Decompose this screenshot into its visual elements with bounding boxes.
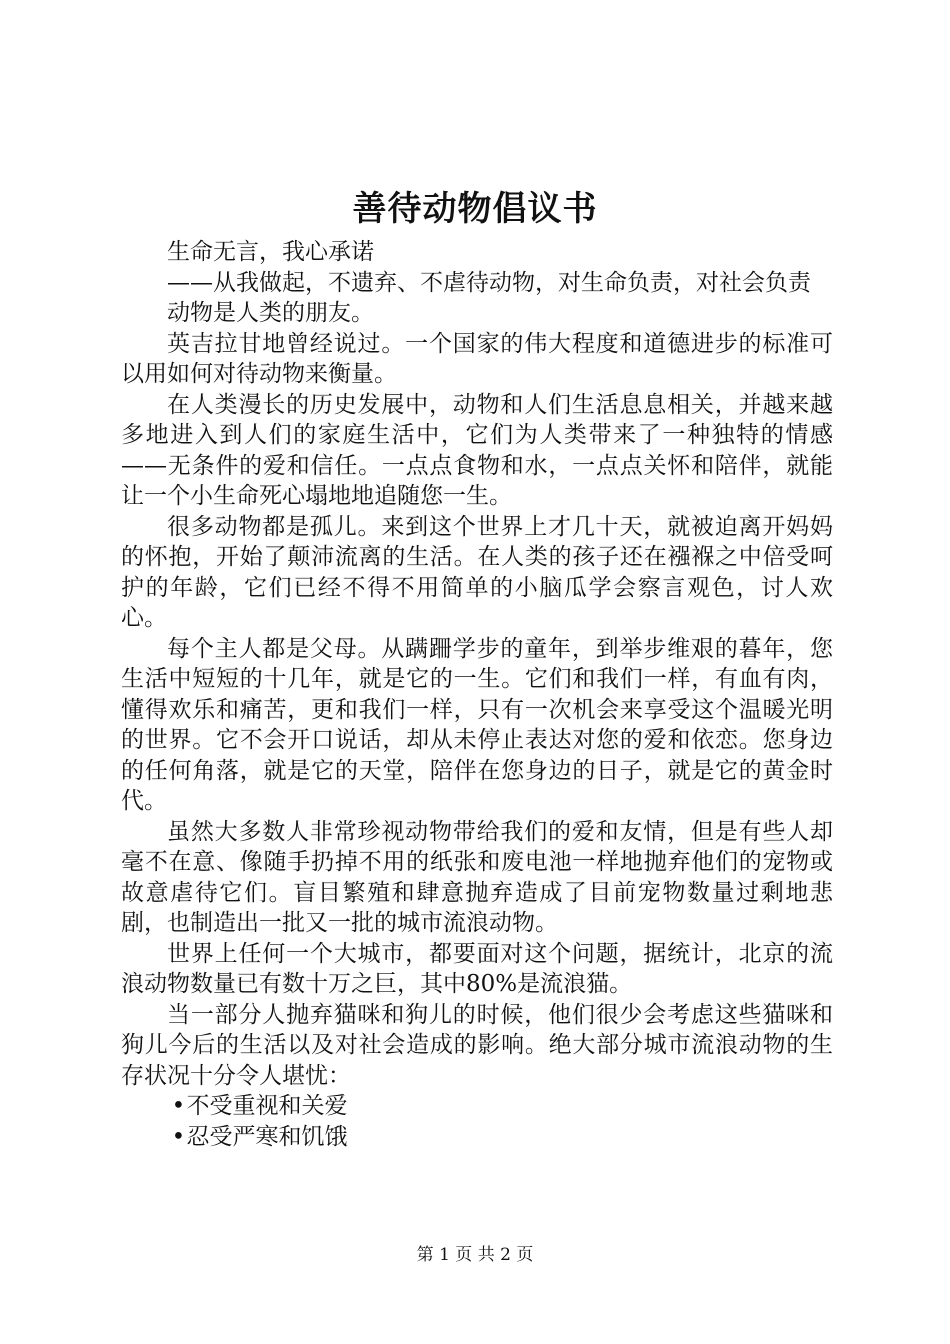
bullet-icon: • bbox=[171, 1093, 186, 1119]
list-item-text: 不受重视和关爱 bbox=[186, 1093, 348, 1119]
paragraph-subtitle: ——从我做起，不遗弃、不虐待动物，对生命负责，对社会负责 bbox=[167, 269, 811, 296]
document-title: 善待动物倡议书 bbox=[352, 189, 598, 229]
list-item-text: 忍受严寒和饥饿 bbox=[186, 1123, 348, 1150]
paragraph: 虽然大多数人非常珍视动物带给我们的爱和友情，但是有些人却毫不在意、像随手扔掉不用的纸张和废电池一样地抛弃他们的宠物或故意虐待它们。盲目繁殖和肆意抛弃造成了目前宠物数量过剩地悲剧，也制造出一批又一批的城市流浪动物。 bbox=[121, 818, 833, 936]
bullet-icon: • bbox=[171, 1123, 186, 1150]
document-body bbox=[121, 237, 833, 1152]
bullet-list bbox=[121, 1091, 833, 1152]
paragraph: 很多动物都是孤儿。来到这个世界上才几十天，就被迫离开妈妈的怀抱，开始了颠沛流离的生活。在人类的孩子还在襁褓之中倍受呵护的年龄，它们已经不得不用简单的小脑瓜学会察言观色，讨人欢心。 bbox=[121, 513, 833, 631]
paragraph: 每个主人都是父母。从蹒跚学步的童年，到举步维艰的暮年，您生活中短短的十几年，就是它的一生。它们和我们一样，有血有肉，懂得欢乐和痛苦，更和我们一样，只有一次机会来享受这个温暖光明的世界。它不会开口说话，却从未停止表达对您的爱和依恋。您身边的任何角落，就是它的天堂，陪伴在您身边的日子，就是它的黄金时代。 bbox=[121, 635, 833, 814]
paragraph: 世界上任何一个大城市，都要面对这个问题，据统计，北京的流浪动物数量已有数十万之巨，其中80%是流浪猫。 bbox=[121, 940, 833, 997]
paragraph: 动物是人类的朋友。 bbox=[167, 300, 374, 326]
paragraph: 当一部分人抛弃猫咪和狗儿的时候，他们很少会考虑这些猫咪和狗儿今后的生活以及对社会造成的影响。绝大部分城市流浪动物的生存状况十分令人堪忧： bbox=[121, 1001, 833, 1089]
list-item bbox=[121, 1091, 833, 1122]
page-footer: 第 1 页 共 2 页 bbox=[416, 1245, 534, 1265]
paragraph: 英吉拉甘地曾经说过。一个国家的伟大程度和道德进步的标准可以用如何对待动物来衡量。 bbox=[121, 330, 833, 387]
list-item bbox=[121, 1122, 833, 1153]
paragraph: 在人类漫长的历史发展中，动物和人们生活息息相关，并越来越多地进入到人们的家庭生活中，它们为人类带来了一种独特的情感——无条件的爱和信任。一点点食物和水，一点点关怀和陪伴，就能让一个小生命死心塌地地追随您一生。 bbox=[121, 391, 833, 509]
paragraph-slogan: 生命无言，我心承诺 bbox=[167, 239, 374, 265]
